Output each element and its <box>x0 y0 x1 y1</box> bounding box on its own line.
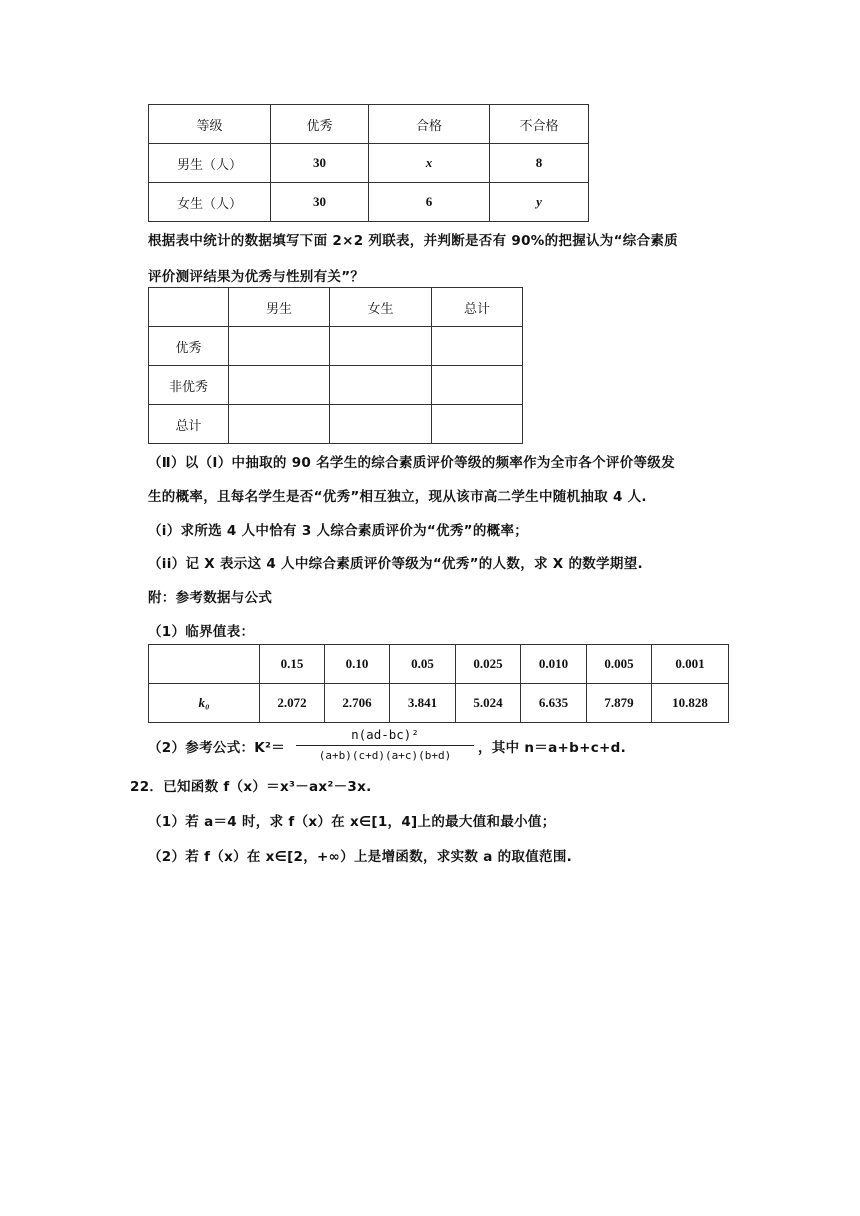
critical-cell: 10.828 <box>652 684 729 723</box>
grade-header-cell: 等级 <box>149 105 271 144</box>
critical-cell: 0.05 <box>390 645 456 684</box>
part2-line1: （Ⅱ）以（Ⅰ）中抽取的 90 名学生的综合素质评价等级的频率作为全市各个评价等级发 <box>148 455 675 471</box>
q22-stem: 22．已知函数 f（x）＝x³－ax²－3x. <box>130 779 372 795</box>
critical-cell <box>149 645 260 684</box>
critical-cell: 0.025 <box>456 645 521 684</box>
contingency-cell <box>432 405 523 444</box>
para1-line2: 评价测评结果为优秀与性别有关”？ <box>148 269 365 285</box>
critical-cell: 2.706 <box>325 684 390 723</box>
formula-prefix: （2）参考公式：K²＝ <box>148 740 286 756</box>
contingency-cell <box>229 327 330 366</box>
critical-cell: 7.879 <box>587 684 652 723</box>
critical-value-table <box>148 644 729 723</box>
grade-row-label: 男生（人） <box>149 144 271 183</box>
critical-cell: 0.010 <box>521 645 587 684</box>
grade-header-cell: 优秀 <box>271 105 369 144</box>
critical-cell: 3.841 <box>390 684 456 723</box>
critical-row-label: k₀ <box>149 684 260 723</box>
contingency-header-cell: 男生 <box>229 288 330 327</box>
q22-sub2: （2）若 f（x）在 x∈[2，+∞）上是增函数，求实数 a 的取值范围. <box>148 849 573 865</box>
contingency-header-cell: 总计 <box>432 288 523 327</box>
grade-cell: 6 <box>369 183 490 222</box>
contingency-row-label: 总计 <box>149 405 229 444</box>
contingency-cell <box>432 327 523 366</box>
critical-cell: 5.024 <box>456 684 521 723</box>
grade-header-cell: 不合格 <box>490 105 589 144</box>
contingency-cell <box>229 405 330 444</box>
part2-line2: 生的概率，且每名学生是否“优秀”相互独立，现从该市高二学生中随机抽取 4 人. <box>148 489 647 505</box>
contingency-cell <box>229 366 330 405</box>
contingency-row-label: 优秀 <box>149 327 229 366</box>
critical-cell: 6.635 <box>521 684 587 723</box>
contingency-cell <box>330 405 432 444</box>
formula-numerator: n(ad-bc)² <box>351 727 419 742</box>
contingency-header-cell: 女生 <box>330 288 432 327</box>
critical-cell: 0.10 <box>325 645 390 684</box>
critical-cell: 2.072 <box>260 684 325 723</box>
contingency-cell <box>330 327 432 366</box>
grade-table <box>148 104 589 222</box>
contingency-table <box>148 287 523 444</box>
grade-header-cell: 合格 <box>369 105 490 144</box>
grade-row-label: 女生（人） <box>149 183 271 222</box>
appendix-sub1: （1）临界值表： <box>148 624 255 640</box>
grade-cell: x <box>369 144 490 183</box>
q22-sub1: （1）若 a＝4 时，求 f（x）在 x∈[1，4]上的最大值和最小值； <box>148 814 556 830</box>
grade-cell: 8 <box>490 144 589 183</box>
critical-cell: 0.005 <box>587 645 652 684</box>
formula-denominator: (a+b)(c+d)(a+c)(b+d) <box>318 749 452 762</box>
appendix-title: 附：参考数据与公式 <box>148 590 273 606</box>
contingency-cell <box>432 366 523 405</box>
part2-question-i: （i）求所选 4 人中恰有 3 人综合素质评价为“优秀”的概率； <box>148 523 529 539</box>
fraction-bar <box>296 745 474 746</box>
contingency-cell <box>330 366 432 405</box>
contingency-row-label: 非优秀 <box>149 366 229 405</box>
critical-cell: 0.001 <box>652 645 729 684</box>
grade-cell: 30 <box>271 183 369 222</box>
grade-cell: y <box>490 183 589 222</box>
critical-cell: 0.15 <box>260 645 325 684</box>
para1-line1: 根据表中统计的数据填写下面 2×2 列联表，并判断是否有 90%的把握认为“综合素质 <box>148 233 678 249</box>
formula-suffix: ，其中 n＝a+b+c+d. <box>478 740 627 756</box>
part2-question-ii: （ii）记 X 表示这 4 人中综合素质评价等级为“优秀”的人数，求 X 的数学期望. <box>148 556 643 572</box>
contingency-header-cell <box>149 288 229 327</box>
grade-cell: 30 <box>271 144 369 183</box>
